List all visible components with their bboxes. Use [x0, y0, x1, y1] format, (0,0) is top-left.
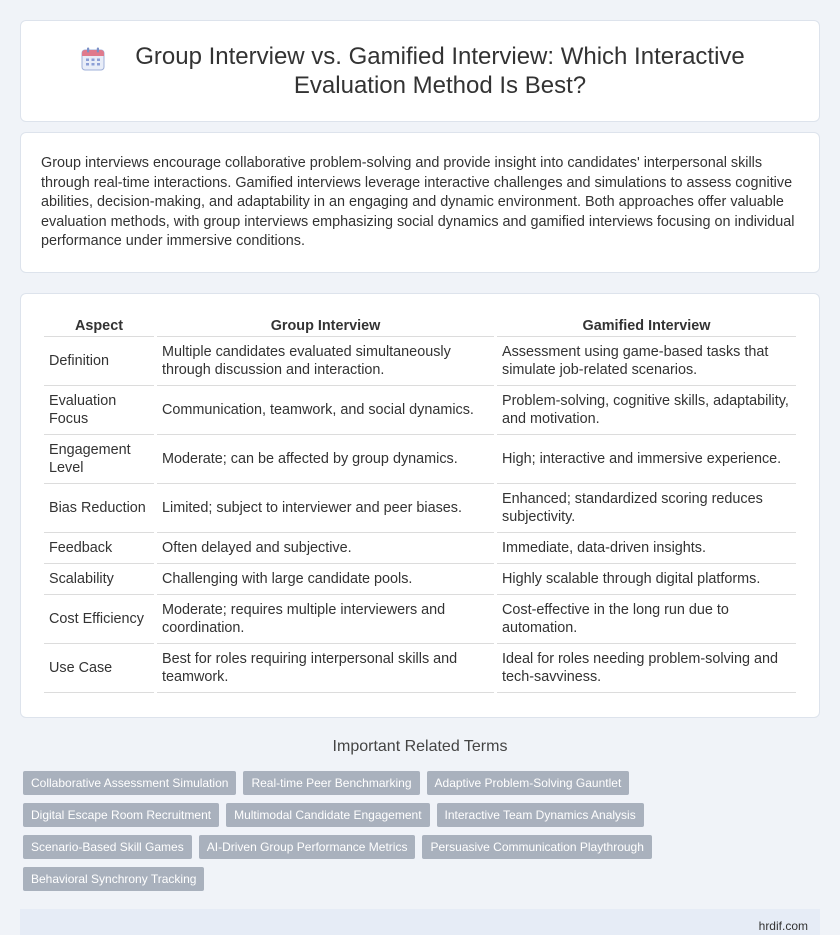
intro-paragraph: Group interviews encourage collaborative problem-solving and provide insight into candidates' interpersonal skills through real-time interactions. Gamified interviews leverage interactive challenges and simulations to assess cognitive abilities, decision-making, and adaptability in an engaging and dynamic environment. Both approaches offer valuable evaluation methods, with group interviews emphasizing social dynamics and gamified interviews focusing on individual performance under immersive conditions. — [41, 155, 795, 249]
gamified-cell: Problem-solving, cognitive skills, adaptability, and motivation. — [497, 386, 796, 435]
table-row — [44, 644, 796, 693]
aspect-cell: Engagement Level — [44, 435, 154, 484]
table-row — [44, 533, 796, 564]
gamified-cell: Cost-effective in the long run due to automation. — [497, 595, 796, 644]
group-cell: Challenging with large candidate pools. — [157, 564, 494, 595]
page-title: Group Interview vs. Gamified Interview: Which Interactive Evaluation Method Is Best? — [135, 43, 745, 99]
comparison-table — [41, 312, 799, 693]
tag-digital-escape-room-recruitment[interactable]: Digital Escape Room Recruitment — [23, 803, 219, 827]
tag-persuasive-communication-playthrough[interactable]: Persuasive Communication Playthrough — [422, 835, 651, 859]
footer-site-link[interactable]: hrdif.com — [758, 919, 808, 933]
tag-multimodal-candidate-engagement[interactable]: Multimodal Candidate Engagement — [226, 803, 429, 827]
aspect-cell: Cost Efficiency — [44, 595, 154, 644]
tag-interactive-team-dynamics-analysis[interactable]: Interactive Team Dynamics Analysis — [437, 803, 644, 827]
group-cell: Best for roles requiring interpersonal skills and teamwork. — [157, 644, 494, 693]
gamified-cell: Highly scalable through digital platforms. — [497, 564, 796, 595]
gamified-cell: High; interactive and immersive experience. — [497, 435, 796, 484]
tag-behavioral-synchrony-tracking[interactable]: Behavioral Synchrony Tracking — [23, 867, 204, 891]
aspect-cell: Definition — [44, 337, 154, 386]
table-row — [44, 484, 796, 533]
header-group-interview: Group Interview — [157, 312, 494, 337]
related-terms-tags — [20, 771, 820, 891]
table-header-row — [44, 312, 796, 337]
group-cell: Moderate; can be affected by group dynamics. — [157, 435, 494, 484]
tag-real-time-peer-benchmarking[interactable]: Real-time Peer Benchmarking — [243, 771, 419, 795]
tag-adaptive-problem-solving-gauntlet[interactable]: Adaptive Problem-Solving Gauntlet — [427, 771, 630, 795]
footer — [20, 909, 820, 935]
header-aspect: Aspect — [44, 312, 154, 337]
group-cell: Multiple candidates evaluated simultaneously through discussion and interaction. — [157, 337, 494, 386]
group-cell: Moderate; requires multiple interviewers and coordination. — [157, 595, 494, 644]
table-row — [44, 595, 796, 644]
comparison-table-card — [20, 293, 820, 718]
group-cell: Limited; subject to interviewer and peer biases. — [157, 484, 494, 533]
table-row — [44, 337, 796, 386]
aspect-cell: Use Case — [44, 644, 154, 693]
aspect-cell: Scalability — [44, 564, 154, 595]
group-cell: Communication, teamwork, and social dynamics. — [157, 386, 494, 435]
gamified-cell: Assessment using game-based tasks that simulate job-related scenarios. — [497, 337, 796, 386]
header-gamified-interview: Gamified Interview — [497, 312, 796, 337]
aspect-cell: Feedback — [44, 533, 154, 564]
gamified-cell: Enhanced; standardized scoring reduces subjectivity. — [497, 484, 796, 533]
group-cell: Often delayed and subjective. — [157, 533, 494, 564]
title-card — [20, 20, 820, 122]
calendar-icon — [80, 46, 106, 72]
intro-card — [20, 132, 820, 273]
gamified-cell: Immediate, data-driven insights. — [497, 533, 796, 564]
tag-collaborative-assessment-simulation[interactable]: Collaborative Assessment Simulation — [23, 771, 236, 795]
table-row — [44, 564, 796, 595]
tag-scenario-based-skill-games[interactable]: Scenario-Based Skill Games — [23, 835, 192, 859]
table-row — [44, 386, 796, 435]
aspect-cell: Bias Reduction — [44, 484, 154, 533]
title-wrap — [80, 42, 760, 100]
table-row — [44, 435, 796, 484]
tag-ai-driven-group-performance-metrics[interactable]: AI-Driven Group Performance Metrics — [199, 835, 416, 859]
gamified-cell: Ideal for roles needing problem-solving and tech-savviness. — [497, 644, 796, 693]
aspect-cell: Evaluation Focus — [44, 386, 154, 435]
related-terms-heading: Important Related Terms — [332, 738, 508, 755]
